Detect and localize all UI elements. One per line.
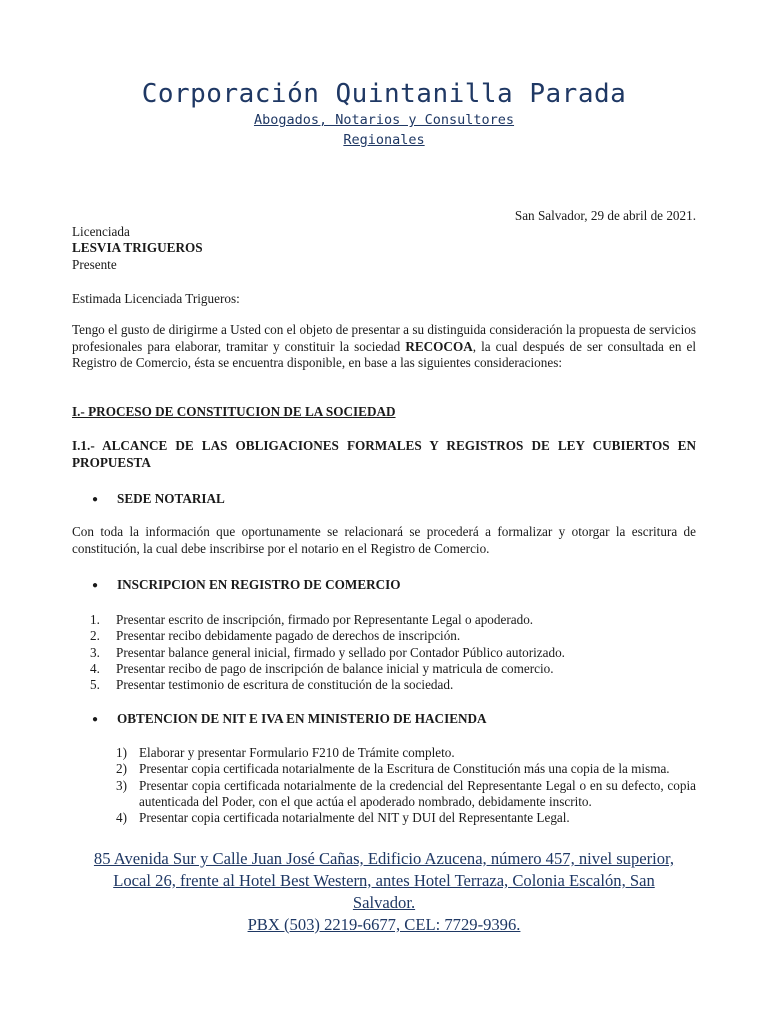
contact-footer — [72, 848, 696, 936]
bullet-inscripcion — [92, 577, 692, 594]
list-item-number: 5. — [90, 677, 100, 693]
letter-date: San Salvador, 29 de abril de 2021. — [514, 208, 696, 223]
inscripcion-list — [90, 612, 690, 693]
list-item-number: 4) — [116, 810, 127, 826]
list-item — [90, 628, 690, 644]
list-item-text: Presentar escrito de inscripción, firmado por Representante Legal o apoderado. — [116, 612, 534, 627]
list-item-number: 3) — [116, 777, 127, 793]
list-item — [90, 661, 690, 677]
bullet-label: INSCRIPCION EN REGISTRO DE COMERCIO — [117, 577, 401, 592]
list-item-text: Presentar copia certificada notarialmente del NIT y DUI del Representante Legal. — [139, 810, 570, 826]
list-item — [116, 778, 696, 811]
firm-subtitle-1: Abogados, Notarios y Consultores — [253, 112, 515, 128]
list-item — [90, 645, 690, 661]
greeting: Estimada Licenciada Trigueros: — [72, 291, 240, 306]
intro-company-name: RECOCOA — [405, 338, 473, 354]
list-item-number: 2. — [90, 628, 100, 644]
list-item-text: Presentar testimonio de escritura de constitución de la sociedad. — [116, 677, 454, 693]
bullet-sede-notarial — [92, 491, 692, 508]
intro-text-2: , la cual después de ser consultada en el Registro de Comercio, ésta se encuentra disponible, en base a las siguientes consideraciones: — [72, 338, 697, 370]
list-item-number: 1) — [116, 745, 127, 760]
bullet-icon: ● — [92, 714, 99, 725]
list-item — [90, 677, 690, 693]
firm-subtitle-2: Regionales — [343, 132, 425, 148]
list-item-text: Elaborar y presentar Formulario F210 de Trámite completo. — [139, 745, 455, 760]
list-item-number: 2) — [116, 761, 127, 777]
firm-name: Corporación Quintanilla Parada — [141, 79, 627, 109]
intro-text-1: Tengo el gusto de dirigirme a Usted con el objeto de presentar a su distinguida consideración la propuesta de servicios profesionales para elaborar, tramitar y constituir la sociedad — [72, 322, 696, 354]
sede-notarial-paragraph: Con toda la información que oportunamente se relacionará se procederá a formalizar y otorgar la escritura de constitución, la cual debe inscribirse por el notario en el Registro de Comercio. — [72, 524, 696, 556]
list-item-text: Presentar recibo de pago de inscripción de balance inicial y matricula de comercio. — [116, 660, 554, 676]
section-1-1-title: I.1.- ALCANCE DE LAS OBLIGACIONES FORMALES Y REGISTROS DE LEY CUBIERTOS EN PROPUESTA — [72, 438, 696, 470]
section-1-title: I.- PROCESO DE CONSTITUCION DE LA SOCIEDAD — [72, 404, 396, 419]
footer-phone: PBX (503) 2219-6677, CEL: 7729-9396. — [247, 915, 521, 934]
bullet-icon: ● — [92, 494, 99, 505]
bullet-label: SEDE NOTARIAL — [117, 491, 225, 506]
footer-address-line-2: Local 26, frente al Hotel Best Western, antes Hotel Terraza, Colonia Escalón, San — [113, 871, 655, 890]
list-item-text: Presentar recibo debidamente pagado de derechos de inscripción. — [116, 628, 461, 644]
recipient-title: Licenciada — [72, 224, 130, 239]
list-item-text: Presentar balance general inicial, firmado y sellado por Contador Público autorizado. — [116, 644, 565, 660]
list-item — [116, 761, 696, 777]
list-item-text: Presentar copia certificada notarialmente de la credencial del Representante Legal o en su defecto, copia autenticada del Poder, con el que actúa el apoderado nombrado, debidamente inscrito. — [139, 777, 696, 809]
bullet-label: OBTENCION DE NIT E IVA EN MINISTERIO DE HACIENDA — [117, 711, 487, 726]
letter-page — [72, 0, 696, 1024]
recipient-name: LESVIA TRIGUEROS — [72, 240, 203, 255]
list-item-number: 4. — [90, 660, 100, 676]
list-item — [116, 810, 696, 826]
intro-paragraph — [72, 322, 696, 372]
recipient-present: Presente — [72, 257, 117, 272]
list-item-text: Presentar copia certificada notarialmente de la Escritura de Constitución más una copia de la misma. — [139, 761, 670, 777]
bullet-icon: ● — [92, 580, 99, 591]
list-item — [116, 745, 696, 761]
list-item — [90, 612, 690, 628]
footer-address-line-3: Salvador. — [352, 893, 416, 912]
bullet-nit-iva — [92, 711, 692, 728]
nit-iva-list — [116, 745, 696, 826]
list-item-number: 1. — [90, 612, 100, 627]
letterhead — [72, 78, 696, 150]
footer-address-line-1: 85 Avenida Sur y Calle Juan José Cañas, Edificio Azucena, número 457, nivel superior, — [93, 849, 675, 868]
list-item-number: 3. — [90, 644, 100, 660]
